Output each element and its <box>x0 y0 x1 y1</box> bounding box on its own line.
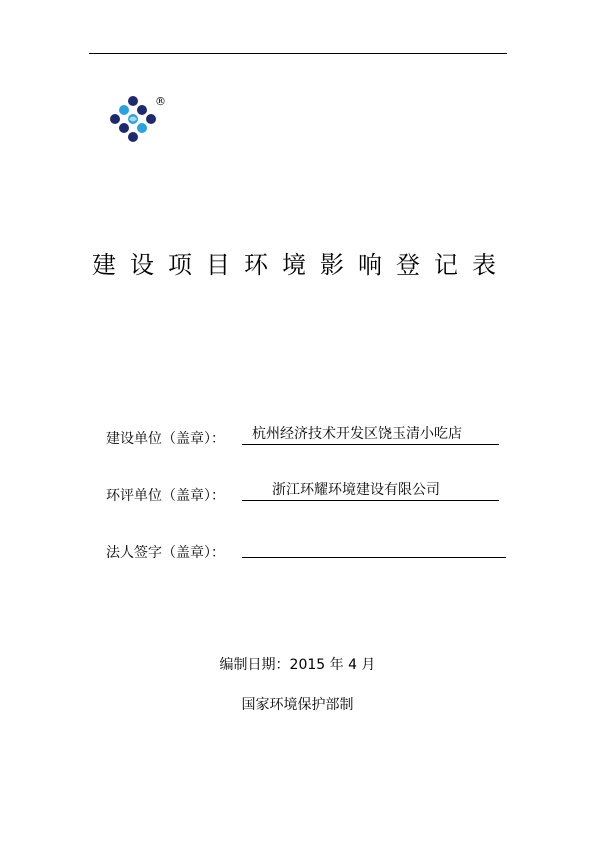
legal-signature-label: 法人签字（盖章）： <box>106 545 225 561</box>
header-rule <box>89 53 507 54</box>
logo-diamond-grid-icon <box>109 95 179 151</box>
construction-unit-text: 杭州经济技术开发区饶玉清小吃店 <box>252 426 462 442</box>
logo <box>109 95 179 151</box>
eia-unit-label: 环评单位（盖章）： <box>106 488 225 504</box>
issuer: 国家环境保护部制 <box>241 697 354 713</box>
document-title: 建设项目环境影响登记表 <box>92 251 510 279</box>
construction-unit-value <box>242 426 499 445</box>
eia-unit-text: 浙江环耀环境建设有限公司 <box>272 482 440 498</box>
compile-date: 编制日期：2015 年 4 月 <box>219 657 376 673</box>
construction-unit-label: 建设单位（盖章）： <box>106 431 225 447</box>
registered-mark: ® <box>155 95 166 108</box>
legal-signature-value <box>242 539 506 558</box>
eia-unit-value <box>242 482 499 501</box>
